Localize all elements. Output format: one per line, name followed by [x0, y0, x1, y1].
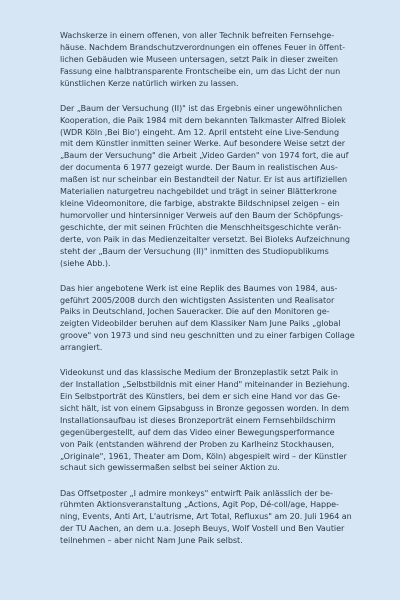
text-line: teilnehmen – aber nicht Nam June Paik selbst. [60, 536, 243, 546]
text-paragraph [60, 367, 350, 474]
text-line: lichen Gebäuden wie Museen untersagen, setzt Paik in dieser zweiten [60, 54, 338, 64]
text-line: schaut sich gewissermaßen selbst bei seiner Aktion zu. [60, 463, 280, 473]
text-line: Das Offsetposter „I admire monkeys" entwirft Paik anlässlich der be- [60, 488, 333, 498]
text-line: (siehe Abb.). [60, 258, 111, 268]
text-line: Das hier angebotene Werk ist eine Replik des Baumes von 1984, aus- [60, 283, 338, 293]
text-line: Videokunst und das klassische Medium der Bronzeplastik setzt Paik in [60, 368, 339, 378]
text-line: (WDR Köln ‚Bei Bio') eingeht. Am 12. April entsteht eine Live-Sendung [60, 127, 340, 137]
text-line: der documenta 6 1977 gezeigt wurde. Der Baum in realistischen Aus- [60, 163, 338, 173]
text-line: Ein Selbstporträt des Künstlers, bei dem er sich eine Hand vor das Ge- [60, 392, 341, 402]
text-line: groove" von 1973 und sind neu geschnitten und zu einer farbigen Collage [60, 331, 355, 341]
text-line: steht der „Baum der Versuchung (II)" inmitten des Studiopublikums [60, 246, 329, 256]
text-line: „Originale", 1961, Theater am Dom, Köln) abgespielt wird – der Künstler [60, 451, 347, 461]
text-line: häuse. Nachdem Brandschutzverordnungen ein offenes Feuer in öffent- [60, 42, 346, 52]
text-line: mit dem Künstler inmitten seiner Werke. Auf besondere Weise setzt der [60, 139, 346, 149]
text-line: kleine Videomonitore, die farbige, abstrakte Bildschnipsel zeigen – ein [60, 198, 340, 208]
text-line: sicht hält, ist von einem Gipsabguss in Bronze gegossen worden. In dem [60, 403, 350, 413]
text-line: „Baum der Versuchung" die Arbeit „Video Garden" von 1974 fort, die auf [60, 151, 349, 161]
text-line: der Installation „Selbstbildnis mit einer Hand" miteinander in Beziehung. [60, 380, 350, 390]
text-line: Materialien naturgetreu nachgebildet und trägt in seiner Blätterkrone [60, 187, 337, 197]
text-paragraph [60, 30, 350, 90]
text-line: von Paik (entstanden während der Proben zu Karlheinz Stockhausen, [60, 439, 335, 449]
text-line: rühmten Aktionsveranstaltung „Actions, Agit Pop, Dé-coll/age, Happe- [60, 500, 339, 510]
text-paragraph [60, 488, 350, 548]
text-line: künstlichen Kerze natürlich wirken zu lassen. [60, 78, 239, 88]
text-line: arrangiert. [60, 343, 103, 353]
text-line: zeigten Videobilder beruhen auf dem Klassiker Nam June Paiks „global [60, 319, 341, 329]
text-line: Kooperation, die Paik 1984 mit dem bekannten Talkmaster Alfred Biolek [60, 115, 346, 125]
text-line: Fassung eine halbtransparente Frontscheibe ein, um das Licht der nun [60, 66, 341, 76]
text-line: geschichte, der mit seinen Früchten die Menschheitsgeschichte verän- [60, 222, 342, 232]
text-line: Der „Baum der Versuchung (II)" ist das Ergebnis einer ungewöhnlichen [60, 103, 343, 113]
text-line: derte, von Paik in das Medienzeitalter versetzt. Bei Bioleks Aufzeichnung [60, 234, 350, 244]
text-line: humorvoller und hintersinniger Verweis auf den Baum der Schöpfungs- [60, 210, 343, 220]
text-line: Wachskerze in einem offenen, von aller Technik befreiten Fernsehge- [60, 31, 335, 40]
text-line: Installationsaufbau ist dieses Bronzeporträt einem Fernsehbildschirm [60, 415, 336, 425]
text-line: geführt 2005/2008 durch den wichtigsten Assistenten und Realisator [60, 295, 335, 305]
text-line: der TU Aachen, an dem u.a. Joseph Beuys, Wolf Vostell und Ben Vautier [60, 524, 345, 534]
text-line: Paiks in Deutschland, Jochen Saueracker. Die auf den Monitoren ge- [60, 307, 330, 317]
text-line: maßen ist nur scheinbar ein Bestandteil der Natur. Er ist aus artifiziellen [60, 175, 348, 185]
text-paragraph [60, 103, 350, 270]
text-line: ning, Events, Anti Art, L'autrisme, Art Total, Refluxus" am 20. Juli 1964 an [60, 512, 352, 522]
text-line: gegenübergestellt, auf dem das Video einer Bewegungsperformance [60, 427, 335, 437]
document-body [60, 30, 355, 560]
text-paragraph [60, 283, 355, 354]
